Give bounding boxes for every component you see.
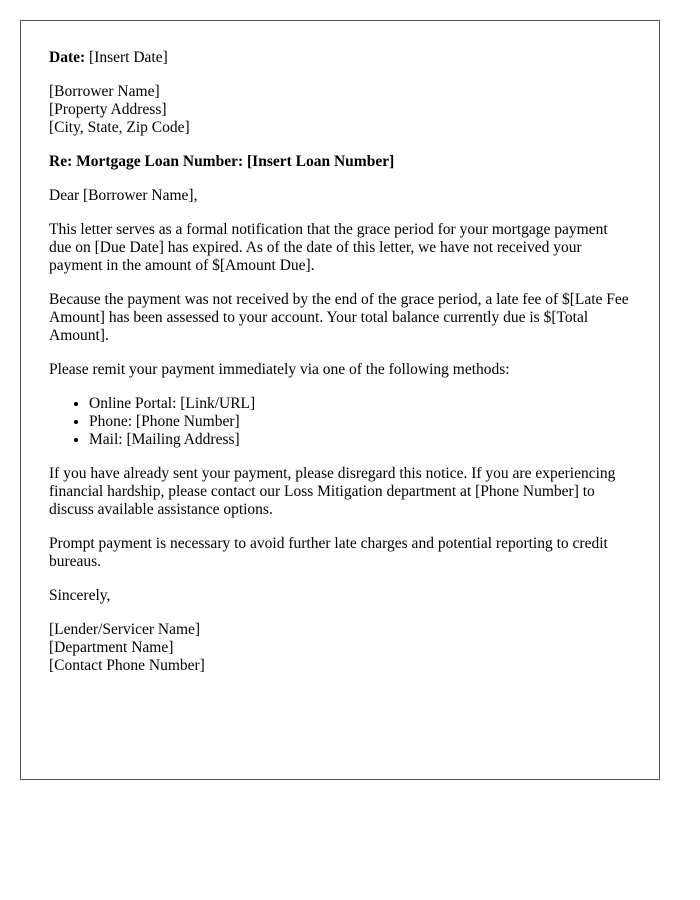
subject-line: Re: Mortgage Loan Number: [Insert Loan Number] <box>49 153 395 170</box>
recipient-name: [Borrower Name] <box>49 83 160 100</box>
paragraph-prompt-payment: Prompt payment is necessary to avoid further late charges and potential reporting to credit bureaus. <box>49 535 608 570</box>
paragraph-hardship: If you have already sent your payment, please disregard this notice. If you are experiencing financial hardship, please contact our Loss Mitigation department at [Phone Number] to discuss available assistance options. <box>49 465 616 518</box>
signature-department: [Department Name] <box>49 639 174 656</box>
date-value: [Insert Date] <box>85 49 168 66</box>
closing: Sincerely, <box>49 587 111 604</box>
date-label: Date: <box>49 49 86 66</box>
signature-phone: [Contact Phone Number] <box>49 657 205 674</box>
salutation: Dear [Borrower Name], <box>49 187 198 204</box>
recipient-block <box>49 83 631 137</box>
signature-lender: [Lender/Servicer Name] <box>49 621 201 638</box>
payment-method-mail: • Mail: [Mailing Address] <box>89 431 631 449</box>
recipient-city: [City, State, Zip Code] <box>49 119 190 136</box>
payment-methods-list <box>49 395 631 449</box>
letter-document <box>20 20 660 780</box>
paragraph-late-fee: Because the payment was not received by the end of the grace period, a late fee of $[Late Fee Amount] has been assessed to your account. Your total balance currently due is $[Total Amount]. <box>49 291 629 344</box>
paragraph-grace-period: This letter serves as a formal notification that the grace period for your mortgage payment due on [Due Date] has expired. As of the date of this letter, we have not received your payment in the amount of $[Amount Due]. <box>49 221 608 274</box>
signature-block <box>49 621 631 675</box>
paragraph-remit-instructions: Please remit your payment immediately via one of the following methods: <box>49 361 510 378</box>
date-line <box>49 49 631 67</box>
payment-method-online: • Online Portal: [Link/URL] <box>89 395 631 413</box>
payment-method-phone: • Phone: [Phone Number] <box>89 413 631 431</box>
recipient-address: [Property Address] <box>49 101 167 118</box>
